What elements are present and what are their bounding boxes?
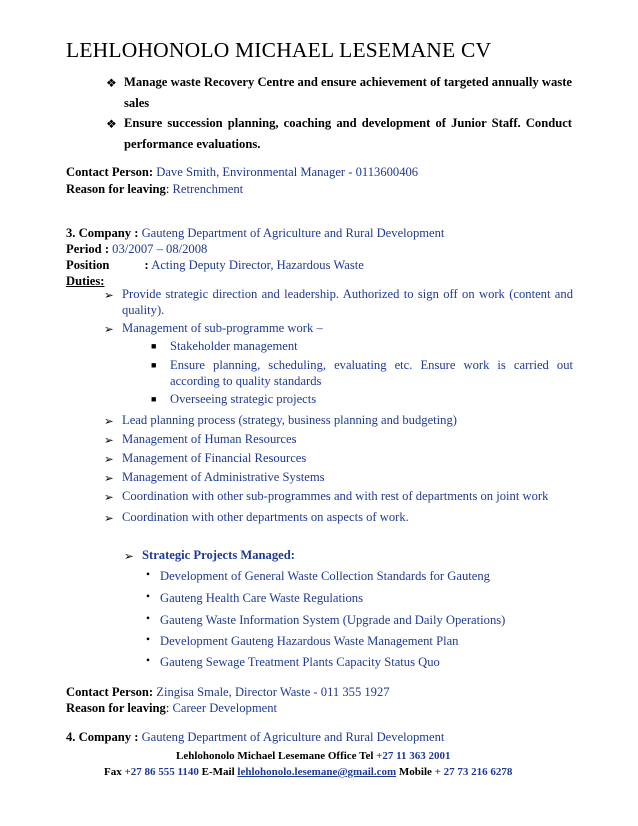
duty-coordination-sub-programmes: Coordination with other sub-programmes and with rest of departments on joint work bbox=[122, 489, 549, 503]
round-bullet-icon: • bbox=[146, 591, 151, 603]
project-item: Gauteng Waste Information System (Upgrade and Daily Operations) bbox=[160, 613, 506, 627]
footer-line-2: Fax +27 86 555 1140 E-Mail lehlohonolo.lesemane@gmail.com Mobile + 27 73 216 6278 bbox=[104, 766, 513, 778]
duty-strategic-direction-cont: quality). bbox=[122, 303, 165, 317]
square-bullet-icon: ■ bbox=[151, 360, 157, 370]
arrow-bullet-icon: ➢ bbox=[104, 416, 114, 428]
arrow-bullet-icon: ➢ bbox=[104, 492, 114, 504]
email-link[interactable]: lehlohonolo.lesemane@gmail.com bbox=[237, 766, 397, 778]
reason-for-leaving-1: Reason for leaving: Retrenchment bbox=[66, 182, 244, 196]
duty-financial-resources: Management of Financial Resources bbox=[122, 451, 307, 465]
arrow-bullet-icon: ➢ bbox=[104, 513, 114, 525]
project-item: Development Gauteng Hazardous Waste Management Plan bbox=[160, 634, 459, 648]
sub-stakeholder: Stakeholder management bbox=[170, 339, 298, 353]
bullet-succession: Ensure succession planning, coaching and development of Junior Staff. Conduct bbox=[124, 116, 572, 130]
arrow-bullet-icon: ➢ bbox=[104, 473, 114, 485]
contact-person-1: Contact Person: Dave Smith, Environmental Manager - 0113600406 bbox=[66, 165, 419, 179]
company-4: 4. Company : Gauteng Department of Agriculture and Rural Development bbox=[66, 730, 445, 744]
duty-lead-planning: Lead planning process (strategy, business planning and budgeting) bbox=[122, 413, 457, 427]
round-bullet-icon: • bbox=[146, 655, 151, 667]
duty-strategic-direction: Provide strategic direction and leadership. Authorized to sign off on work (content and bbox=[122, 287, 573, 301]
duties-label: Duties: bbox=[66, 274, 105, 288]
arrow-bullet-icon: ➢ bbox=[124, 551, 134, 563]
round-bullet-icon: • bbox=[146, 569, 151, 581]
reason-for-leaving-2: Reason for leaving: Career Development bbox=[66, 701, 278, 715]
sub-planning-cont: according to quality standards bbox=[170, 374, 322, 388]
strategic-projects-heading: Strategic Projects Managed: bbox=[142, 548, 295, 562]
company-3: 3. Company : Gauteng Department of Agriculture and Rural Development bbox=[66, 226, 445, 240]
contact-person-2: Contact Person: Zingisa Smale, Director Waste - 011 355 1927 bbox=[66, 685, 390, 699]
duty-administrative-systems: Management of Administrative Systems bbox=[122, 470, 325, 484]
arrow-bullet-icon: ➢ bbox=[104, 454, 114, 466]
bullet-succession-cont: performance evaluations. bbox=[124, 137, 261, 151]
duty-coordination-departments: Coordination with other departments on aspects of work. bbox=[122, 510, 409, 524]
project-item: Gauteng Health Care Waste Regulations bbox=[160, 591, 363, 605]
arrow-bullet-icon: ➢ bbox=[104, 435, 114, 447]
square-bullet-icon: ■ bbox=[151, 341, 157, 351]
bullet-waste-recovery: Manage waste Recovery Centre and ensure achievement of targeted annually waste bbox=[124, 75, 572, 89]
arrow-bullet-icon: ➢ bbox=[104, 290, 114, 302]
page-title: LEHLOHONOLO MICHAEL LESEMANE CV bbox=[66, 38, 492, 62]
arrow-bullet-icon: ➢ bbox=[104, 324, 114, 336]
period-3: Period : 03/2007 – 08/2008 bbox=[66, 242, 208, 256]
round-bullet-icon: • bbox=[146, 634, 151, 646]
sub-strategic-projects: Overseeing strategic projects bbox=[170, 392, 317, 406]
duty-sub-programme: Management of sub-programme work – bbox=[122, 321, 323, 335]
bullet-waste-recovery-cont: sales bbox=[124, 96, 150, 110]
duty-human-resources: Management of Human Resources bbox=[122, 432, 297, 446]
position-3: Position : Acting Deputy Director, Hazardous Waste bbox=[66, 258, 364, 272]
round-bullet-icon: • bbox=[146, 613, 151, 625]
project-item: Development of General Waste Collection Standards for Gauteng bbox=[160, 569, 490, 583]
sub-planning: Ensure planning, scheduling, evaluating etc. Ensure work is carried out bbox=[170, 358, 573, 372]
diamond-bullet-icon: ❖ bbox=[106, 117, 117, 131]
project-item: Gauteng Sewage Treatment Plants Capacity Status Quo bbox=[160, 655, 440, 669]
footer-line-1: Lehlohonolo Michael Lesemane Office Tel +27 11 363 2001 bbox=[176, 750, 451, 762]
square-bullet-icon: ■ bbox=[151, 394, 157, 404]
diamond-bullet-icon: ❖ bbox=[106, 76, 117, 90]
